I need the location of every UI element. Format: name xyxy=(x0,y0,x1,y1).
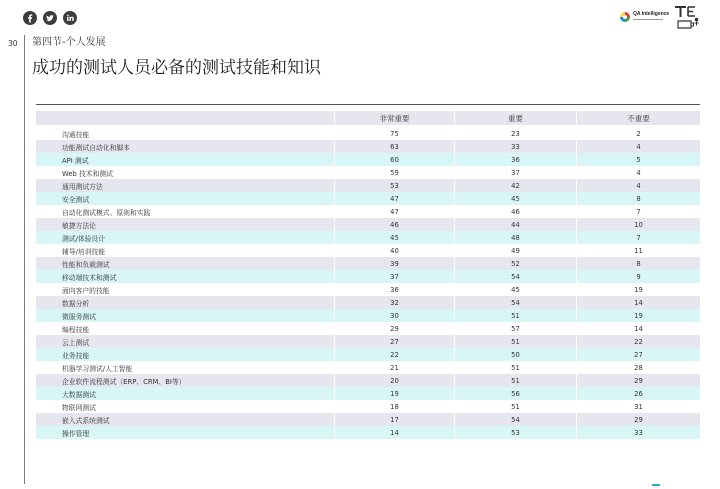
table-row xyxy=(36,400,700,413)
not-important-value: 7 xyxy=(576,205,700,218)
important-value: 51 xyxy=(454,361,576,374)
social-links xyxy=(23,11,77,25)
very-important-value: 39 xyxy=(334,257,454,270)
very-important-value: 45 xyxy=(334,231,454,244)
important-value: 36 xyxy=(454,153,576,166)
very-important-value: 30 xyxy=(334,309,454,322)
not-important-value: 8 xyxy=(576,257,700,270)
table-row xyxy=(36,348,700,361)
important-value: 56 xyxy=(454,387,576,400)
very-important-value: 22 xyxy=(334,348,454,361)
table-top-rule xyxy=(36,104,700,105)
skill-label: 测试/体验设计 xyxy=(62,234,106,243)
important-value: 54 xyxy=(454,296,576,309)
not-important-value: 28 xyxy=(576,361,700,374)
not-important-value: 33 xyxy=(576,426,700,439)
skill-label: 操作管理 xyxy=(62,429,90,438)
table-row xyxy=(36,257,700,270)
testing-logo-icon xyxy=(673,4,701,30)
important-value: 54 xyxy=(454,413,576,426)
not-important-value: 5 xyxy=(576,153,700,166)
skill-label: 大数据测试 xyxy=(62,390,96,399)
not-important-value: 10 xyxy=(576,218,700,231)
very-important-value: 40 xyxy=(334,244,454,257)
important-value: 45 xyxy=(454,192,576,205)
table-header-blank xyxy=(36,111,334,125)
table-row xyxy=(36,296,700,309)
very-important-value: 63 xyxy=(334,140,454,153)
important-value: 54 xyxy=(454,270,576,283)
very-important-value: 47 xyxy=(334,205,454,218)
not-important-value: 31 xyxy=(576,400,700,413)
not-important-value: 14 xyxy=(576,296,700,309)
section-title: 第四节-个人发展 xyxy=(32,37,106,48)
important-value: 42 xyxy=(454,179,576,192)
skill-label: 敏捷方法论 xyxy=(62,221,96,230)
not-important-value: 27 xyxy=(576,348,700,361)
table-body xyxy=(36,127,700,439)
table-row xyxy=(36,361,700,374)
skill-label: 微服务测试 xyxy=(62,312,96,321)
not-important-value: 19 xyxy=(576,309,700,322)
qa-logo-text: QA Intelligence xyxy=(633,11,670,17)
qa-logo-tagline xyxy=(633,19,663,20)
not-important-value: 29 xyxy=(576,374,700,387)
very-important-value: 32 xyxy=(334,296,454,309)
table-row xyxy=(36,283,700,296)
important-value: 48 xyxy=(454,231,576,244)
very-important-value: 53 xyxy=(334,179,454,192)
qa-intelligence-logo xyxy=(619,10,669,26)
table-row xyxy=(36,309,700,322)
table-row xyxy=(36,270,700,283)
important-value: 53 xyxy=(454,426,576,439)
skill-label: 移动端技术和测试 xyxy=(62,273,117,282)
important-value: 45 xyxy=(454,283,576,296)
very-important-value: 36 xyxy=(334,283,454,296)
very-important-value: 18 xyxy=(334,400,454,413)
not-important-value: 26 xyxy=(576,387,700,400)
not-important-value: 22 xyxy=(576,335,700,348)
very-important-value: 20 xyxy=(334,374,454,387)
skill-label: 性能和负载测试 xyxy=(62,260,110,269)
important-value: 37 xyxy=(454,166,576,179)
important-value: 51 xyxy=(454,374,576,387)
column-important: 重要 xyxy=(454,111,576,125)
table-row xyxy=(36,166,700,179)
very-important-value: 60 xyxy=(334,153,454,166)
skill-label: 业务技能 xyxy=(62,351,90,360)
table-row xyxy=(36,153,700,166)
skill-label: 物联网测试 xyxy=(62,403,96,412)
table-header xyxy=(36,111,700,125)
very-important-value: 21 xyxy=(334,361,454,374)
very-important-value: 37 xyxy=(334,270,454,283)
skill-label: 功能测试自动化和脚本 xyxy=(62,143,130,152)
not-important-value: 4 xyxy=(576,140,700,153)
very-important-value: 47 xyxy=(334,192,454,205)
table-row xyxy=(36,374,700,387)
skill-label: 机器学习测试/人工智能 xyxy=(62,364,133,373)
linkedin-icon[interactable] xyxy=(63,11,77,25)
twitter-icon[interactable] xyxy=(43,11,57,25)
very-important-value: 14 xyxy=(334,426,454,439)
table-row xyxy=(36,231,700,244)
skill-label: 数据分析 xyxy=(62,299,90,308)
margin-divider xyxy=(24,35,25,484)
table-row xyxy=(36,205,700,218)
important-value: 50 xyxy=(454,348,576,361)
very-important-value: 19 xyxy=(334,387,454,400)
not-important-value: 2 xyxy=(576,127,700,140)
important-value: 51 xyxy=(454,309,576,322)
important-value: 57 xyxy=(454,322,576,335)
table-row xyxy=(36,218,700,231)
very-important-value: 17 xyxy=(334,413,454,426)
table-row xyxy=(36,192,700,205)
skill-label: 辅导/培训技能 xyxy=(62,247,106,256)
table-row xyxy=(36,140,700,153)
skill-label: 企业软件流程测试（ERP、CRM、BI等） xyxy=(62,377,186,386)
table-row xyxy=(36,244,700,257)
skill-label: 通用测试方法 xyxy=(62,182,103,191)
table-row xyxy=(36,413,700,426)
not-important-value: 4 xyxy=(576,179,700,192)
footer-mark xyxy=(652,484,660,486)
table-row xyxy=(36,179,700,192)
not-important-value: 8 xyxy=(576,192,700,205)
skill-label: Web 技术和测试 xyxy=(62,169,113,178)
important-value: 52 xyxy=(454,257,576,270)
skill-label: 安全测试 xyxy=(62,195,90,204)
page-title: 成功的测试人员必备的测试技能和知识 xyxy=(32,58,321,78)
very-important-value: 75 xyxy=(334,127,454,140)
qa-emblem-icon xyxy=(619,11,631,23)
very-important-value: 46 xyxy=(334,218,454,231)
very-important-value: 27 xyxy=(334,335,454,348)
important-value: 33 xyxy=(454,140,576,153)
skill-label: 自动化测试模式、原则和实践 xyxy=(62,208,151,217)
not-important-value: 11 xyxy=(576,244,700,257)
table-row xyxy=(36,426,700,439)
important-value: 51 xyxy=(454,335,576,348)
not-important-value: 9 xyxy=(576,270,700,283)
skill-label: 面向客户的技能 xyxy=(62,286,110,295)
table-row xyxy=(36,322,700,335)
facebook-icon[interactable] xyxy=(23,11,37,25)
column-not-important: 不重要 xyxy=(576,111,700,125)
skill-label: 沟通技能 xyxy=(62,130,90,139)
important-value: 44 xyxy=(454,218,576,231)
page-number: 30 xyxy=(8,39,18,48)
skill-label: 嵌入式系统测试 xyxy=(62,416,110,425)
table-row xyxy=(36,335,700,348)
not-important-value: 4 xyxy=(576,166,700,179)
very-important-value: 29 xyxy=(334,322,454,335)
table-row xyxy=(36,387,700,400)
important-value: 46 xyxy=(454,205,576,218)
skill-label: 云上测试 xyxy=(62,338,90,347)
not-important-value: 14 xyxy=(576,322,700,335)
not-important-value: 29 xyxy=(576,413,700,426)
important-value: 23 xyxy=(454,127,576,140)
not-important-value: 7 xyxy=(576,231,700,244)
important-value: 51 xyxy=(454,400,576,413)
skill-label: 编程技能 xyxy=(62,325,90,334)
important-value: 49 xyxy=(454,244,576,257)
very-important-value: 59 xyxy=(334,166,454,179)
not-important-value: 19 xyxy=(576,283,700,296)
column-very-important: 非常重要 xyxy=(334,111,454,125)
table-row xyxy=(36,127,700,140)
skill-label: API 测试 xyxy=(62,156,89,165)
